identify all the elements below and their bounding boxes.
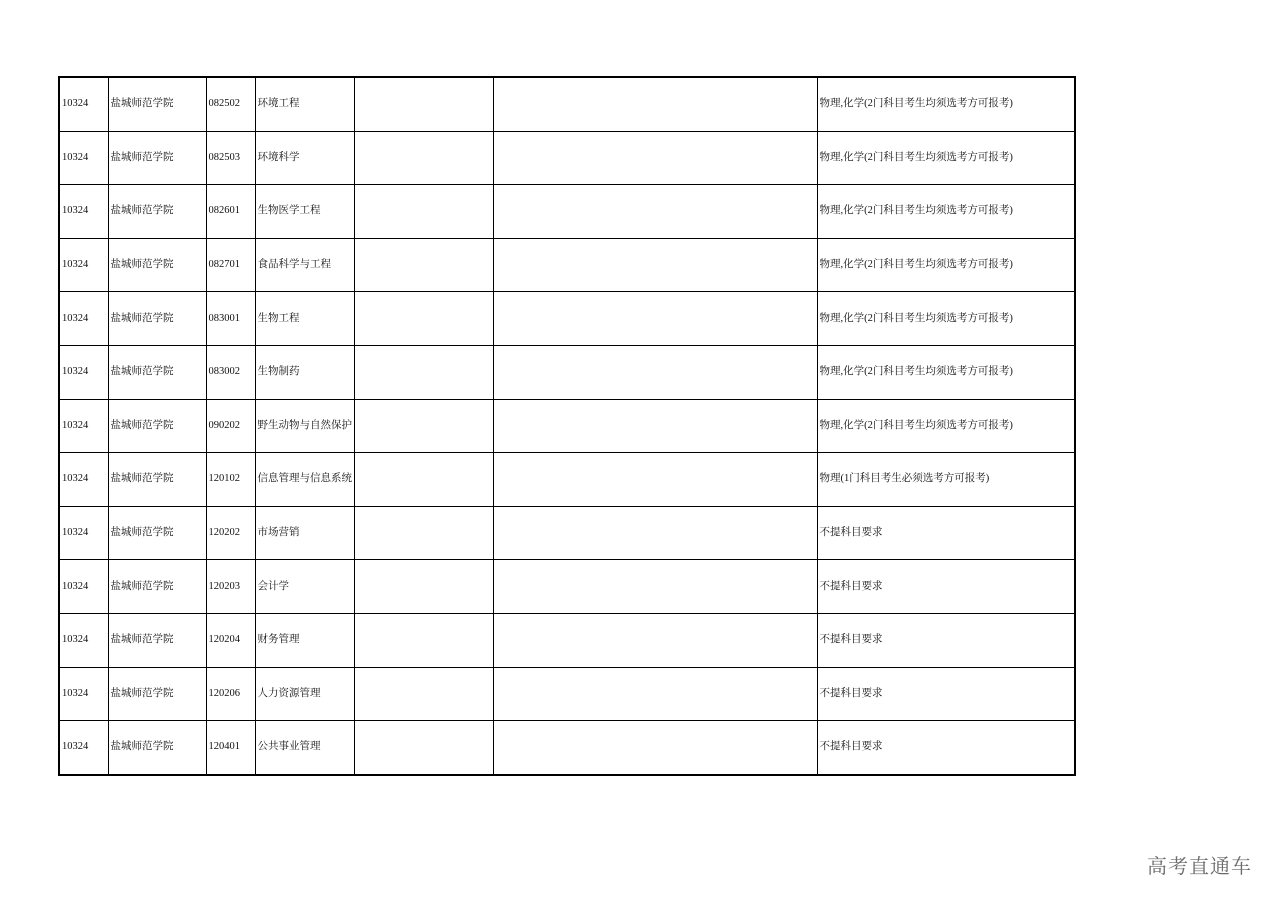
school-code-cell: 10324	[59, 238, 108, 292]
blank-cell-b	[493, 292, 817, 346]
table-row	[59, 506, 1075, 560]
blank-cell-b	[493, 345, 817, 399]
blank-cell-b	[493, 506, 817, 560]
major-code-cell: 083002	[206, 345, 255, 399]
school-code-cell: 10324	[59, 292, 108, 346]
table-row	[59, 131, 1075, 185]
subject-requirement-cell: 物理,化学(2门科目考生均须选考方可报考)	[817, 399, 1075, 453]
major-code-cell: 120203	[206, 560, 255, 614]
table-row	[59, 453, 1075, 507]
subject-requirement-cell: 物理,化学(2门科目考生均须选考方可报考)	[817, 77, 1075, 131]
major-name-cell: 食品科学与工程	[255, 238, 354, 292]
blank-cell-a	[354, 185, 493, 239]
school-name-cell: 盐城师范学院	[108, 399, 206, 453]
major-name-cell: 生物工程	[255, 292, 354, 346]
school-code-cell: 10324	[59, 77, 108, 131]
blank-cell-a	[354, 560, 493, 614]
subject-requirement-cell: 物理,化学(2门科目考生均须选考方可报考)	[817, 238, 1075, 292]
blank-cell-a	[354, 613, 493, 667]
major-name-cell: 市场营销	[255, 506, 354, 560]
school-code-cell: 10324	[59, 131, 108, 185]
blank-cell-a	[354, 345, 493, 399]
school-name-cell: 盐城师范学院	[108, 185, 206, 239]
blank-cell-b	[493, 453, 817, 507]
school-code-cell: 10324	[59, 560, 108, 614]
major-name-cell: 人力资源管理	[255, 667, 354, 721]
blank-cell-b	[493, 77, 817, 131]
major-code-cell: 120204	[206, 613, 255, 667]
major-code-cell: 083001	[206, 292, 255, 346]
blank-cell-b	[493, 131, 817, 185]
table-row	[59, 185, 1075, 239]
blank-cell-b	[493, 185, 817, 239]
school-name-cell: 盐城师范学院	[108, 453, 206, 507]
school-code-cell: 10324	[59, 345, 108, 399]
table-row	[59, 560, 1075, 614]
subject-requirement-cell: 物理,化学(2门科目考生均须选考方可报考)	[817, 131, 1075, 185]
school-code-cell: 10324	[59, 721, 108, 775]
blank-cell-b	[493, 238, 817, 292]
blank-cell-b	[493, 613, 817, 667]
blank-cell-a	[354, 238, 493, 292]
school-name-cell: 盐城师范学院	[108, 667, 206, 721]
subject-requirement-cell: 物理(1门科目考生必须选考方可报考)	[817, 453, 1075, 507]
school-name-cell: 盐城师范学院	[108, 131, 206, 185]
subject-requirement-cell: 物理,化学(2门科目考生均须选考方可报考)	[817, 185, 1075, 239]
major-code-cell: 082502	[206, 77, 255, 131]
major-name-cell: 环境工程	[255, 77, 354, 131]
blank-cell-a	[354, 721, 493, 775]
major-name-cell: 信息管理与信息系统	[255, 453, 354, 507]
blank-cell-a	[354, 292, 493, 346]
major-name-cell: 生物制药	[255, 345, 354, 399]
major-code-cell: 120206	[206, 667, 255, 721]
school-name-cell: 盐城师范学院	[108, 292, 206, 346]
major-code-cell: 090202	[206, 399, 255, 453]
school-code-cell: 10324	[59, 185, 108, 239]
school-name-cell: 盐城师范学院	[108, 77, 206, 131]
major-name-cell: 会计学	[255, 560, 354, 614]
school-name-cell: 盐城师范学院	[108, 506, 206, 560]
school-name-cell: 盐城师范学院	[108, 238, 206, 292]
school-code-cell: 10324	[59, 453, 108, 507]
table-row	[59, 721, 1075, 775]
subject-requirement-cell: 物理,化学(2门科目考生均须选考方可报考)	[817, 292, 1075, 346]
table-row	[59, 399, 1075, 453]
school-name-cell: 盐城师范学院	[108, 613, 206, 667]
blank-cell-a	[354, 453, 493, 507]
subject-requirement-cell: 不提科目要求	[817, 506, 1075, 560]
blank-cell-a	[354, 667, 493, 721]
blank-cell-a	[354, 131, 493, 185]
major-name-cell: 生物医学工程	[255, 185, 354, 239]
table-row	[59, 292, 1075, 346]
major-code-cell: 120202	[206, 506, 255, 560]
blank-cell-b	[493, 721, 817, 775]
major-name-cell: 财务管理	[255, 613, 354, 667]
table-row	[59, 238, 1075, 292]
school-code-cell: 10324	[59, 399, 108, 453]
blank-cell-a	[354, 77, 493, 131]
table-body	[59, 77, 1075, 775]
major-code-cell: 120401	[206, 721, 255, 775]
blank-cell-a	[354, 399, 493, 453]
blank-cell-b	[493, 399, 817, 453]
subject-requirement-cell: 物理,化学(2门科目考生均须选考方可报考)	[817, 345, 1075, 399]
school-name-cell: 盐城师范学院	[108, 721, 206, 775]
subject-requirement-cell: 不提科目要求	[817, 613, 1075, 667]
school-name-cell: 盐城师范学院	[108, 560, 206, 614]
subject-requirement-cell: 不提科目要求	[817, 721, 1075, 775]
school-code-cell: 10324	[59, 613, 108, 667]
major-code-cell: 082503	[206, 131, 255, 185]
table-row	[59, 613, 1075, 667]
table-row	[59, 77, 1075, 131]
major-name-cell: 公共事业管理	[255, 721, 354, 775]
major-code-cell: 120102	[206, 453, 255, 507]
table-row	[59, 667, 1075, 721]
watermark-text: 高考直通车	[1147, 854, 1252, 878]
school-name-cell: 盐城师范学院	[108, 345, 206, 399]
school-code-cell: 10324	[59, 667, 108, 721]
table-row	[59, 345, 1075, 399]
subject-requirement-cell: 不提科目要求	[817, 667, 1075, 721]
subject-requirements-table	[58, 76, 1076, 776]
blank-cell-b	[493, 560, 817, 614]
blank-cell-a	[354, 506, 493, 560]
major-code-cell: 082701	[206, 238, 255, 292]
subject-requirement-cell: 不提科目要求	[817, 560, 1075, 614]
blank-cell-b	[493, 667, 817, 721]
school-code-cell: 10324	[59, 506, 108, 560]
major-name-cell: 环境科学	[255, 131, 354, 185]
major-code-cell: 082601	[206, 185, 255, 239]
major-name-cell: 野生动物与自然保护	[255, 399, 354, 453]
